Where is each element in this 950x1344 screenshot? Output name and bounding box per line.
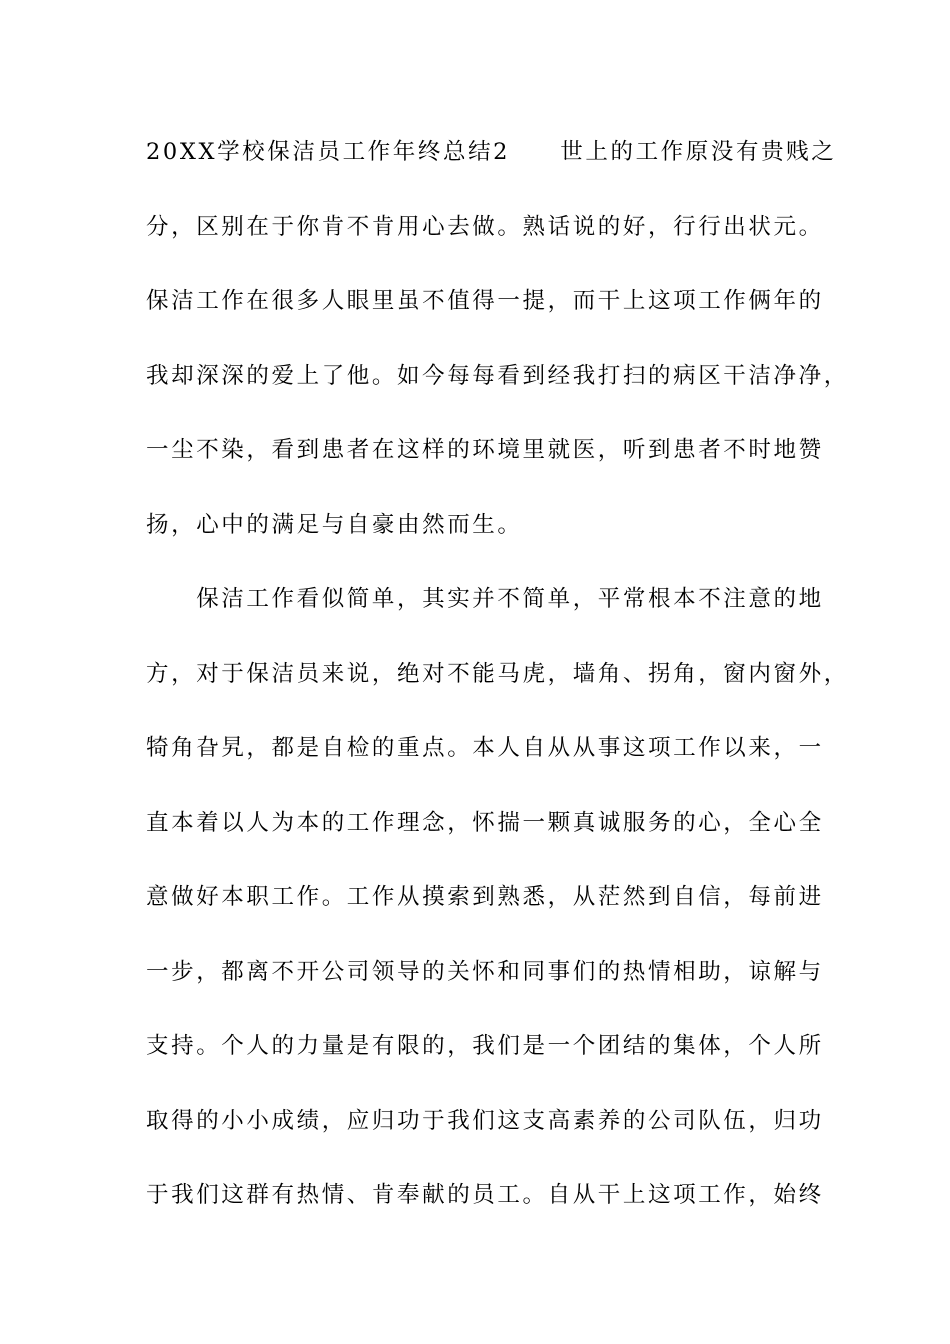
text-line: 20XX学校保洁员工作年终总结2 世上的工作原没有贵贱之 [146,139,837,165]
text-line: 方，对于保洁员来说，绝对不能马虎，墙角、拐角，窗内窗外， [146,660,849,687]
text-line: 保洁工作在很多人眼里虽不值得一提，而干上这项工作俩年的 [146,288,824,314]
text-line: 我却深深的爱上了他。如今每每看到经我打扫的病区干洁净净， [146,362,849,389]
text-line: 分，区别在于你肯不肯用心去做。熟话说的好，行行出状元。 [146,213,824,240]
text-line: 支持。个人的力量是有限的，我们是一个团结的集体，个人所 [146,1033,824,1059]
text-line: 犄角旮旯，都是自检的重点。本人自从从事这项工作以来，一 [146,735,824,761]
text-line: 一尘不染，看到患者在这样的环境里就医，听到患者不时地赞 [146,437,824,463]
body-text [146,130,849,1248]
text-line: 保洁工作看似简单，其实并不简单，平常根本不注意的地 [146,586,824,612]
text-line: 于我们这群有热情、肯奉献的员工。自从干上这项工作，始终 [146,1182,824,1208]
text-line: 扬，心中的满足与自豪由然而生。 [146,511,523,538]
text-line: 一步，都离不开公司领导的关怀和同事们的热情相助，谅解与 [146,958,824,985]
text-line: 意做好本职工作。工作从摸索到熟悉，从茫然到自信，每前进 [146,884,824,910]
text-line: 直本着以人为本的工作理念，怀揣一颗真诚服务的心，全心全 [146,809,824,836]
text-line: 取得的小小成绩，应归功于我们这支高素养的公司队伍，归功 [146,1107,824,1134]
